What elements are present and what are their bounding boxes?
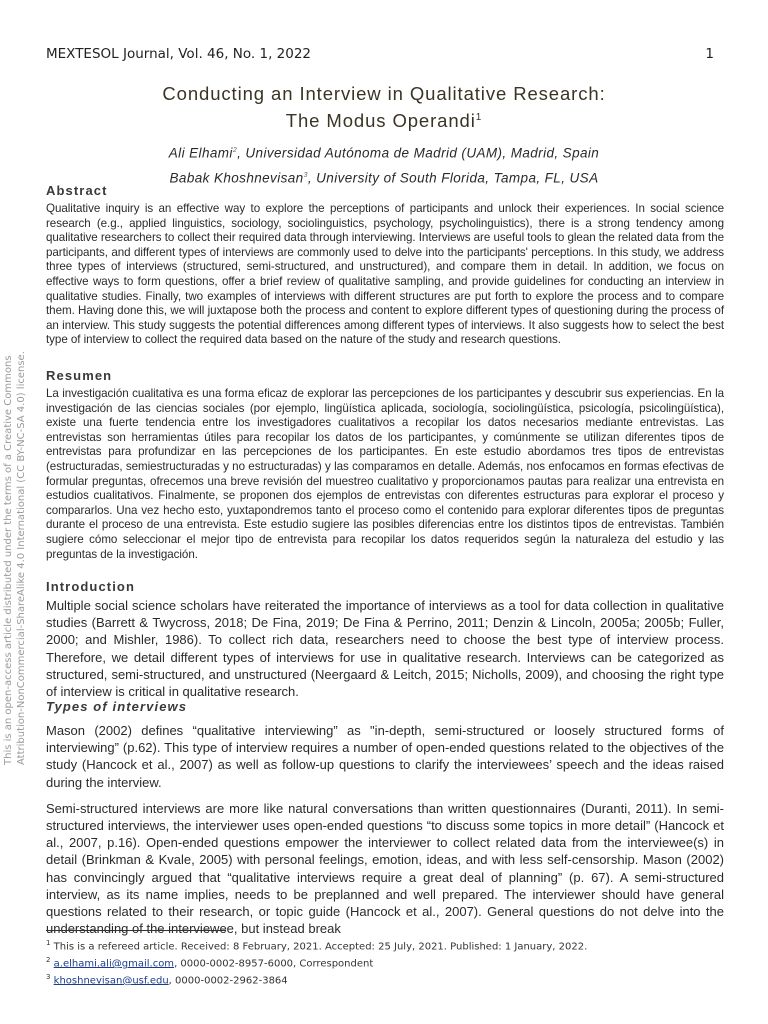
introduction-heading: Introduction — [46, 579, 136, 594]
footnote-marker: 3 — [46, 972, 51, 981]
author-footnote-marker[interactable]: 3 — [303, 171, 308, 179]
resumen-heading: Resumen — [46, 368, 113, 383]
footnote-text: , 0000-0002-2962-3864 — [168, 974, 288, 986]
footnotes — [46, 937, 587, 987]
footnote-marker: 1 — [46, 939, 51, 947]
types-paragraph-2: Semi-structured interviews are more like natural conversations than written questionnaires (Duranti, 2011). In semi-structured interviews, the interviewer uses open-ended questions “to discuss some topics in more detail” (Hancock et al., 2007, p.16). Open-ended questions empower the interviewer to collect related data from the interviewee(s) in detail (Brinkman & Kvale, 2005) with personal feelings, emotion, ideas, and with less self-censorship. Mason (2002) has convincingly argued that “qualitative interviews require a great deal of planning” (p. 67). A semi-structured interview, as its name implies, needs to be preplanned and well prepared. The interviewer should have general questions related to their research, or topic guide (Hancock et al., 2007). General questions do not delve into the understanding of the interviewee, but instead break — [46, 800, 724, 937]
page-number: 1 — [705, 46, 714, 62]
footnote-item — [46, 971, 587, 988]
author-email-link[interactable]: a.elhami.ali@gmail.com — [53, 958, 175, 970]
title-line-2: The Modus Operandi — [285, 110, 476, 132]
author-name: Babak Khoshnevisan — [169, 170, 304, 186]
abstract-section — [46, 183, 724, 348]
paper-title — [40, 82, 728, 133]
title-footnote-marker[interactable]: 1 — [475, 112, 483, 123]
footnote-marker: 2 — [46, 955, 51, 964]
author-line — [40, 140, 728, 165]
footnote-divider — [46, 930, 226, 931]
author-footnote-marker[interactable]: 2 — [232, 147, 238, 155]
abstract-heading: Abstract — [46, 183, 108, 198]
title-line-1: Conducting an Interview in Qualitative Research: — [162, 83, 606, 104]
title-block — [40, 82, 728, 189]
author-name: Ali Elhami — [168, 145, 233, 161]
author-email-link[interactable]: khoshnevisan@usf.edu — [53, 974, 169, 986]
introduction-section — [46, 579, 724, 700]
license-line-2: Attribution-NonCommercial-ShareAlike 4.0 International (CC BY-NC-SA 4.0) license. — [16, 351, 27, 765]
introduction-text: Multiple social science scholars have reiterated the importance of interviews as a tool for data collection in qualitative studies (Barrett & Twycross, 2018; De Fina, 2019; De Fina & Perrino, 2011; Denzin & Lincoln, 2005a; 2005b; Fuller, 2000; and Mishler, 1986). To collect rich data, researchers need to choose the best type of interview process. Therefore, we detail different types of interviews for use in qualitative research. Interviews can be categorized as structured, semi-structured, and unstructured (Neergaard & Leitch, 2015; Nicholls, 2009), and choosing the right type of interview is critical in qualitative research. — [46, 598, 724, 700]
author-affiliation: , University of South Florida, Tampa, FL, USA — [307, 170, 599, 186]
license-sidebar — [2, 335, 28, 765]
footnote-item — [46, 937, 587, 954]
abstract-text: Qualitative inquiry is an effective way to explore the perceptions of participants and unlock their experiences. In social science research (e.g., applied linguistics, sociology, sociolinguistics, psychology, psycholinguistics), there is a strong tendency among qualitative researchers to collect their required data through interviewing. Interviews are useful tools to glean the related data from the participants, and different types of interviews are commonly used to delve into the participants' perceptions. In this study, we address three types of interviews (structured, semi-structured, and unstructured), and compare them in detail. In addition, we focus on effective ways to form questions, offer a brief review of qualitative sampling, and provide guidelines for conducting an interview in qualitative studies. Finally, two examples of interviews with different structures are put forth to explore the process and to compare them. Having done this, we will juxtapose both the process and content to explore different types of questioning during the process of an interview. This study suggests the potential differences among different types of interviews. It also suggests how to select the best type of interview to collect the required data based on the nature of the study and research questions. — [46, 202, 724, 347]
license-line-1: This is an open-access article distributed under the terms of a Creative Commons — [3, 355, 14, 765]
resumen-section — [46, 368, 724, 562]
author-affiliation: , Universidad Autónoma de Madrid (UAM), Madrid, Spain — [237, 145, 600, 161]
running-head: MEXTESOL Journal, Vol. 46, No. 1, 2022 — [46, 46, 312, 62]
types-paragraph-1: Mason (2002) defines “qualitative interviewing” as "in-depth, semi-structured or loosely structured forms of interviewing” (p.62). This type of interview requires a number of open-ended questions related to the objectives of the study (Hancock et al., 2007) as well as follow-up questions to clarify the interviewees’ speech and the ideas raised during the interview. — [46, 723, 724, 790]
types-section — [46, 699, 724, 937]
types-heading: Types of interviews — [46, 699, 188, 714]
footnote-item — [46, 954, 587, 971]
footnote-text: This is a refereed article. Received: 8 February, 2021. Accepted: 25 July, 2021. Published: 1 January, 2022. — [53, 941, 588, 953]
footnote-text: , 0000-0002-8957-6000, Correspondent — [174, 958, 374, 970]
resumen-text: La investigación cualitativa es una forma eficaz de explorar las percepciones de los participantes y descubrir sus experiencias. En la investigación de las ciencias sociales (por ejemplo, lingüística aplicada, sociología, sociolingüística, psicología, psicolingüística), existe una fuerte tendencia entre los investigadores cualitativos a recopilar los datos necesarios mediante entrevistas. Las entrevistas son herramientas útiles para recopilar los datos de los participantes, y comúnmente se utilizan diferentes tipos de entrevistas para profundizar en las percepciones de los participantes. En este estudio abordamos tres tipos de entrevistas (estructuradas, semiestructuradas y no estructuradas) y las comparamos en detalle. Además, nos enfocamos en formas efectivas de formular preguntas, ofrecemos una breve revisión del muestreo cualitativo y proporcionamos pautas para realizar una entrevista en estudios cualitativos. Finalmente, se proponen dos ejemplos de entrevistas con diferentes estructuras para explorar el proceso y compararlos. Una vez hecho esto, yuxtapondremos tanto el proceso como el contenido para explorar diferentes tipos de preguntas durante el proceso de una entrevista. Este estudio sugiere las posibles diferencias entre los distintos tipos de entrevistas. También sugiere cómo seleccionar el mejor tipo de entrevista para recopilar los datos requeridos según la naturaleza del estudio y las preguntas de la investigación. — [46, 387, 724, 561]
